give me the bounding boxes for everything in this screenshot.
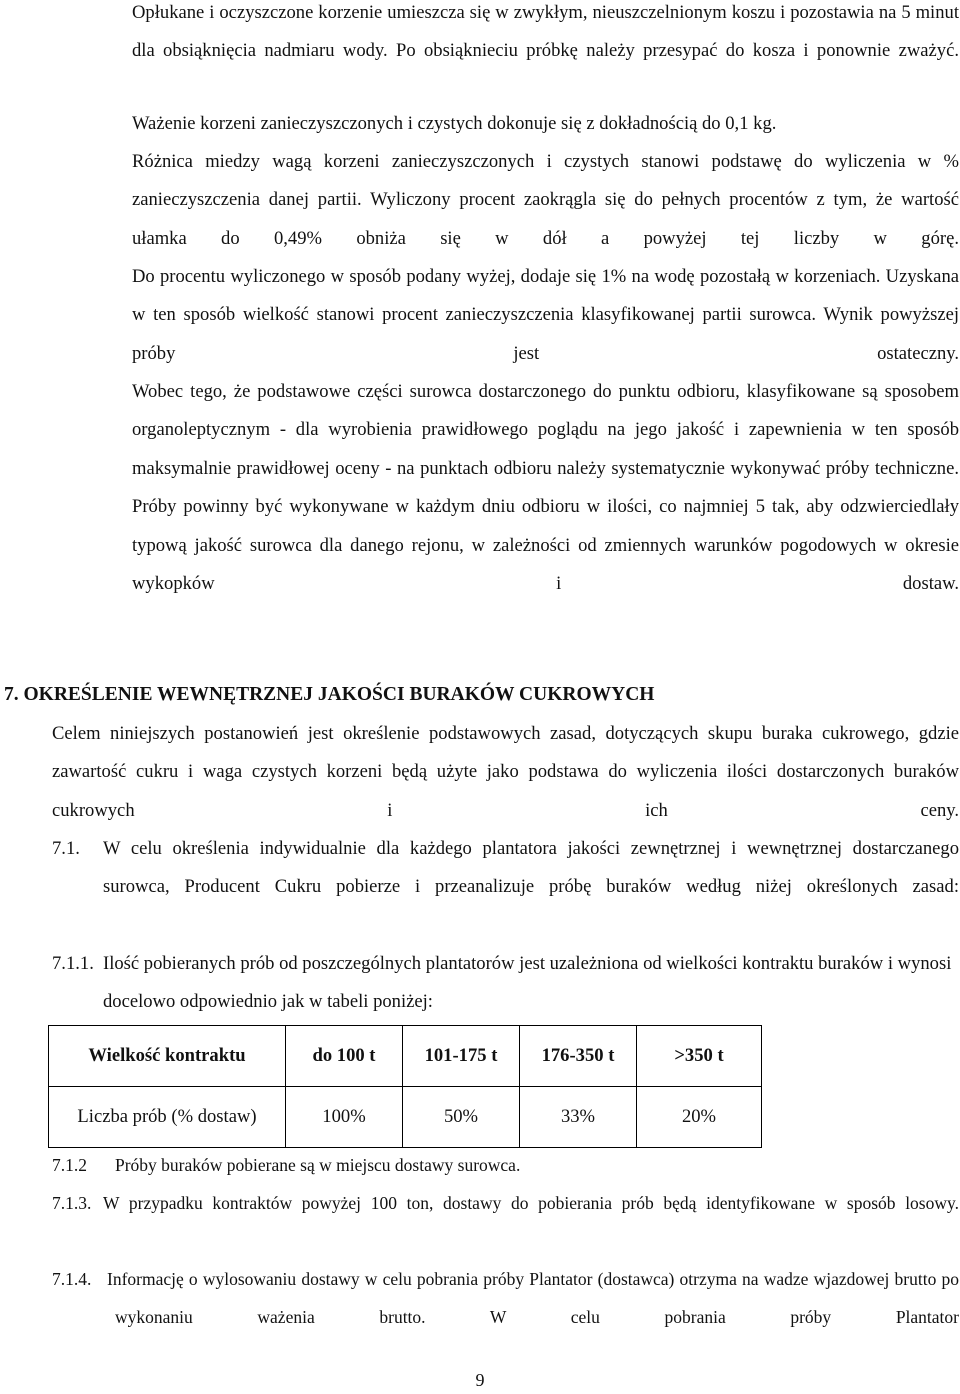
table-row [49, 1087, 762, 1148]
section-heading: 7. OKREŚLENIE WEWNĘTRZNEJ JAKOŚCI BURAKÓW CUKROWYCH [4, 684, 655, 705]
paragraph-rinsed-roots: Opłukane i oczyszczone korzenie umieszcza się w zwykłym, nieuszczelnionym koszu i pozostawia na 5 minut dla obsiąknięcia nadmiaru wody. Po obsiąknieciu próbkę należy przesypać do kosza i ponownie zważyć. [132, 2, 959, 62]
table-header-cell: >350 t [637, 1026, 762, 1087]
paragraph-technical-tests: Wobec tego, że podstawowe części surowca dostarczonego do punktu odbioru, klasyfikowane są sposobem organoleptycznym - dla wyrobienia prawidłowego poglądu na jego jakość i zapewnienia w ten sposób maksymalnie prawidłowej oceny - na punktach odbioru należy systematycznie wykonywać próby techniczne. Próby powinny być wykonywane w każdym dniu odbioru w ilości, co najmniej 5 tak, aby odzwierciedlały typową jakość surowca dla danego rejonu, w zależności od zmiennych warunków pogodowych w okresie wykopków i dostaw. [132, 381, 959, 595]
item-text: Próby buraków pobierane są w miejscu dostawy surowca. [115, 1155, 521, 1175]
item-number: 7.1.2 [52, 1155, 87, 1175]
page-number: 9 [475, 1370, 485, 1390]
paragraph-difference: Różnica miedzy wagą korzeni zanieczyszczonych i czystych stanowi podstawę do wyliczenia w % zanieczyszczenia danej partii. Wyliczony procent zaokrągla się do pełnych procentów z tym, że wartość ułamka do 0,49% obniża się w dół a powyżej tej liczby w górę. [132, 151, 959, 249]
item-number: 7.1.1. [52, 953, 94, 974]
section-intro: Celem niniejszych postanowień jest określenie podstawowych zasad, dotyczących skupu buraka cukrowego, gdzie zawartość cukru i waga czystych korzeni będą użyte jako podstawa do wyliczenia ilości dostarczonych buraków cukrowych i ich ceny. [52, 723, 959, 821]
paragraph-weighing: Ważenie korzeni zanieczyszczonych i czystych dokonuje się z dokładnością do 0,1 kg. [132, 113, 777, 134]
table-header-cell: do 100 t [286, 1026, 403, 1087]
item-number: 7.1.4. [52, 1269, 92, 1289]
item-text: Ilość pobieranych prób od poszczególnych plantatorów jest uzależniona od wielkości kontraktu buraków i wynosi docelowo odpowiednio jak w tabeli poniżej: [103, 953, 952, 1013]
sample-count-table [48, 1025, 762, 1148]
table-cell: 33% [520, 1087, 637, 1148]
table-row [49, 1026, 762, 1087]
paragraph-water-percent: Do procentu wyliczonego w sposób podany wyżej, dodaje się 1% na wodę pozostałą w korzeniach. Uzyskana w ten sposób wielkość stanowi procent zanieczyszczenia klasyfikowanej partii surowca. Wynik powyższej próby jest ostateczny. [132, 266, 959, 364]
item-text: Informację o wylosowaniu dostawy w celu pobrania próby Plantator (dostawca) otrzyma na wadze wjazdowej brutto po wykonaniu ważenia brutto. W celu pobrania próby Plantator [107, 1269, 959, 1328]
table-cell: 100% [286, 1087, 403, 1148]
table-header-cell: Wielkość kontraktu [49, 1026, 286, 1087]
table-header-cell: 101-175 t [403, 1026, 520, 1087]
table-cell: Liczba prób (% dostaw) [49, 1087, 286, 1148]
item-text: W celu określenia indywidualnie dla każdego plantatora jakości zewnętrznej i wewnętrznej dostarczanego surowca, Producent Cukru pobierze i przeanalizuje próbę buraków według niżej określonych zasad: [103, 838, 959, 898]
table-header-cell: 176-350 t [520, 1026, 637, 1087]
item-text: W przypadku kontraktów powyżej 100 ton, dostawy do pobierania prób będą identyfikowane w sposób losowy. [103, 1193, 959, 1213]
table-cell: 50% [403, 1087, 520, 1148]
item-number: 7.1. [52, 838, 80, 859]
table-cell: 20% [637, 1087, 762, 1148]
item-number: 7.1.3. [52, 1193, 92, 1213]
